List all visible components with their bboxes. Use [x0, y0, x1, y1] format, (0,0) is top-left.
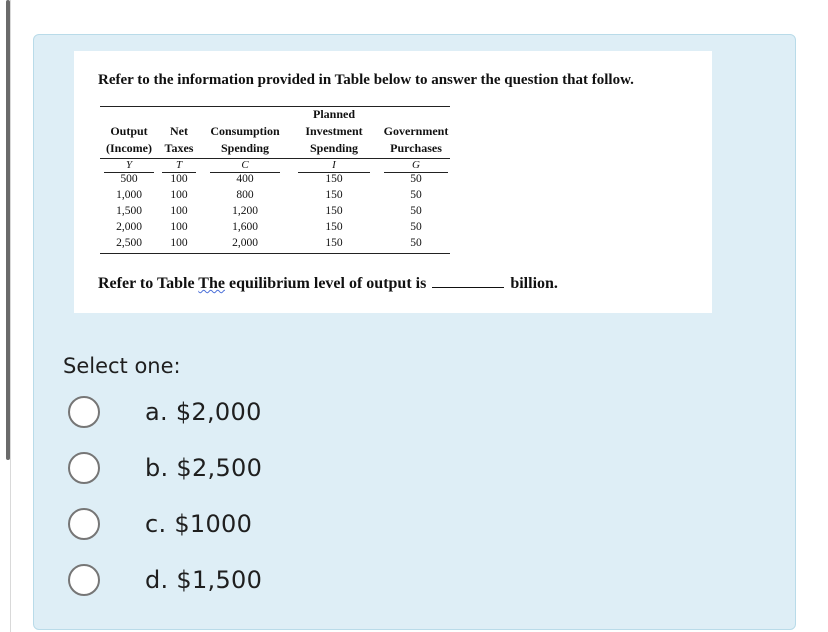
table-cell: 150 — [325, 189, 343, 201]
question-image — [74, 51, 712, 313]
table-row — [100, 189, 450, 205]
symbol-cell: I — [332, 159, 336, 171]
radio-button[interactable] — [68, 452, 100, 484]
table-cell: 100 — [170, 205, 188, 217]
radio-button[interactable] — [68, 396, 100, 428]
header-cell: Spending — [220, 141, 270, 155]
table-cell: 2,500 — [116, 237, 142, 249]
header-cell: (Income) — [106, 141, 152, 155]
header-cell: Consumption — [210, 124, 280, 138]
prompt-text-pre: Refer to Table — [98, 275, 199, 292]
table-cell: 150 — [325, 205, 343, 217]
question-prompt — [98, 275, 558, 293]
table-cell: 1,500 — [116, 205, 142, 217]
option-a[interactable] — [68, 390, 368, 434]
table-cell: 1,600 — [232, 221, 258, 233]
header-cell: Spending — [309, 141, 359, 155]
symbol-cell: Y — [125, 159, 133, 171]
page-scrollbar[interactable] — [6, 0, 10, 460]
table-cell: 100 — [170, 221, 188, 233]
symbol-cell: T — [175, 159, 183, 171]
table-header-bot — [100, 141, 450, 158]
table-cell: 50 — [410, 221, 422, 233]
economics-table — [100, 106, 450, 254]
prompt-text-post: equilibrium level of output is — [224, 275, 427, 292]
select-one-label: Select one: — [63, 354, 181, 378]
table-cell: 400 — [236, 173, 254, 185]
table-row — [100, 173, 450, 189]
table-cell: 150 — [325, 221, 343, 233]
header-cell: Government — [383, 124, 449, 138]
table-cell: 50 — [410, 205, 422, 217]
header-cell: Planned — [312, 107, 355, 121]
option-d[interactable] — [68, 558, 368, 602]
table-header-top — [100, 107, 450, 124]
table-cell: 100 — [170, 237, 188, 249]
table-cell: 150 — [325, 173, 343, 185]
symbol-cell: G — [412, 159, 420, 171]
radio-button[interactable] — [68, 564, 100, 596]
table-cell: 2,000 — [232, 237, 258, 249]
option-label[interactable]: d. $1,500 — [145, 566, 263, 594]
table-symbol-row — [100, 158, 450, 173]
table-cell: 50 — [410, 189, 422, 201]
table-row — [100, 221, 450, 237]
header-cell: Output — [110, 124, 148, 138]
option-label[interactable]: c. $1000 — [145, 510, 253, 538]
header-cell: Purchases — [390, 141, 442, 155]
table-cell: 2,000 — [116, 221, 142, 233]
header-cell: Net — [170, 124, 188, 138]
table-cell: 50 — [410, 237, 422, 249]
table-cell: 100 — [170, 189, 188, 201]
table-cell: 1,000 — [116, 189, 142, 201]
header-cell: Investment — [305, 124, 363, 138]
table-cell: 500 — [120, 173, 138, 185]
prompt-text-the: The — [198, 275, 225, 292]
symbol-cell: C — [241, 159, 249, 171]
answer-blank — [432, 287, 504, 288]
table-cell: 1,200 — [232, 205, 258, 217]
prompt-text-end: billion. — [506, 275, 558, 292]
table-row — [100, 237, 450, 253]
option-label[interactable]: b. $2,500 — [145, 454, 263, 482]
table-cell: 800 — [236, 189, 254, 201]
table-cell: 150 — [325, 237, 343, 249]
instruction-text: Refer to the information provided in Table below to answer the question that follow. — [98, 72, 634, 88]
option-b[interactable] — [68, 446, 368, 490]
header-cell: Taxes — [164, 141, 194, 155]
table-cell: 50 — [410, 173, 422, 185]
table-row — [100, 205, 450, 221]
radio-button[interactable] — [68, 508, 100, 540]
option-c[interactable] — [68, 502, 368, 546]
table-header-mid — [100, 124, 450, 141]
table-cell: 100 — [170, 173, 188, 185]
option-label[interactable]: a. $2,000 — [145, 398, 262, 426]
